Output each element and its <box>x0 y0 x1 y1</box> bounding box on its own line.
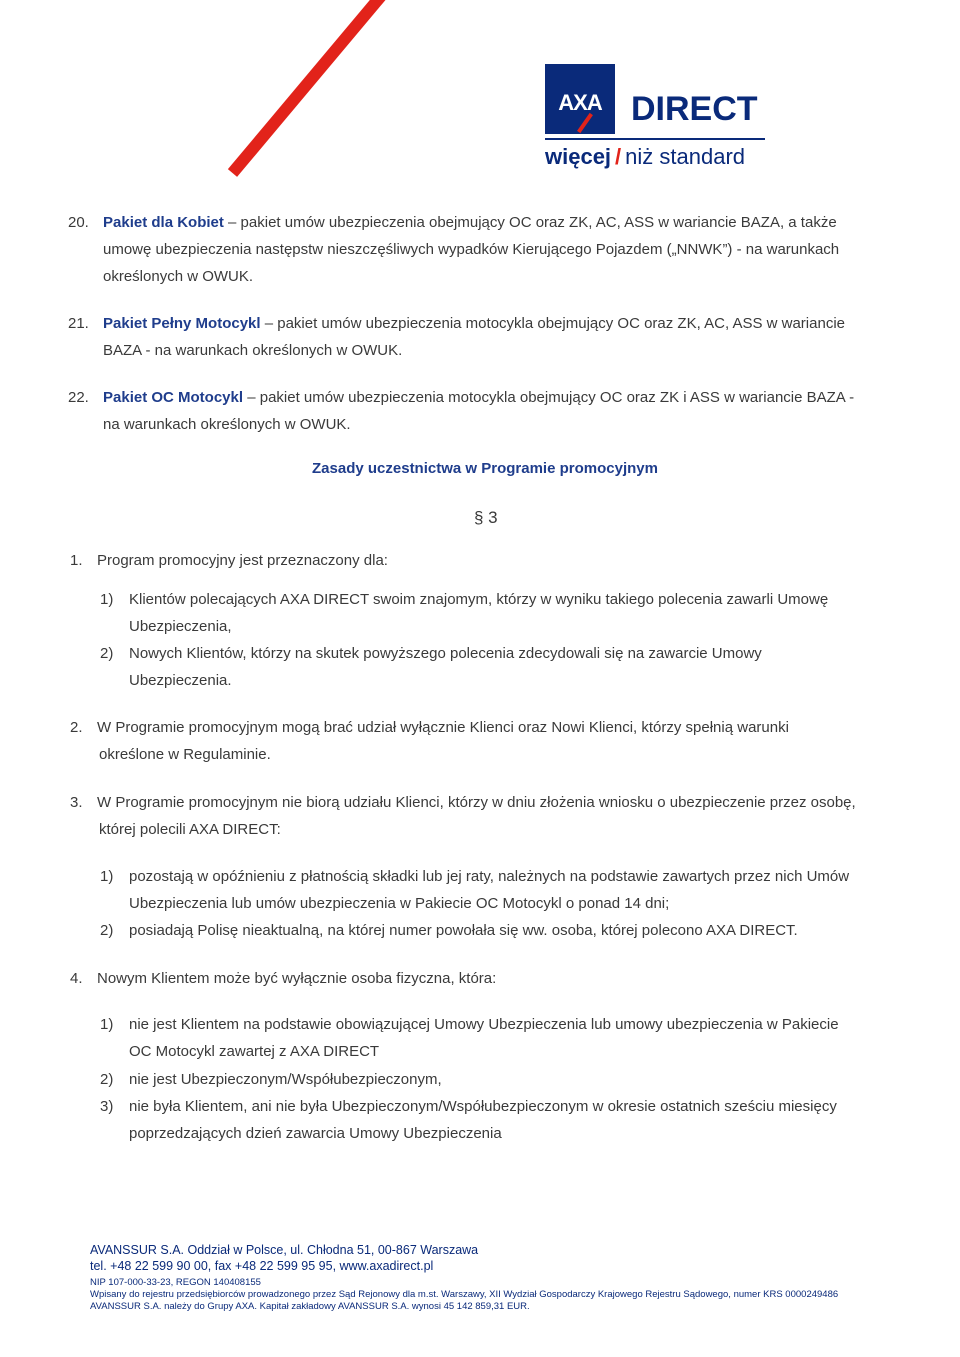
point-2 <box>97 714 789 768</box>
footer-address: AVANSSUR S.A. Oddział w Polsce, ul. Chłodna 51, 00-867 Warszawa <box>90 1243 479 1257</box>
item-22-number: 22. <box>68 389 89 406</box>
item-20-line3: określonych w OWUK. <box>103 268 254 285</box>
tagline-slash: / <box>615 144 622 169</box>
item-22 <box>103 384 854 438</box>
point-3-sub-1-number: 1) <box>100 868 114 885</box>
point-3-line2: której polecili AXA DIRECT: <box>99 821 281 838</box>
item-22-title: Pakiet OC Motocykl <box>103 389 244 406</box>
point-1-sub-2 <box>129 640 762 694</box>
tagline-rest: niż standard <box>625 144 746 169</box>
point-4-sub-3-number: 3) <box>100 1098 114 1115</box>
point-1-sub-1-line2: Ubezpieczenia, <box>129 618 232 635</box>
logo-tagline <box>545 144 745 170</box>
decorative-red-stripe <box>228 0 404 177</box>
point-1-sub-1 <box>129 586 828 640</box>
point-3-sub-2-number: 2) <box>100 922 114 939</box>
point-4-sub-2-number: 2) <box>100 1071 114 1088</box>
item-22-line1: – pakiet umów ubezpieczenia motocykla obejmujący OC oraz ZK i ASS w wariancie BAZA - <box>243 389 855 406</box>
point-4-sub-3 <box>129 1093 837 1147</box>
logo-underline <box>545 138 765 140</box>
axa-direct-logo <box>545 64 767 174</box>
point-2-number: 2. <box>70 719 83 736</box>
point-4-sub-2-line1: nie jest Ubezpieczonym/Współubezpieczonym, <box>129 1071 442 1088</box>
point-4-number: 4. <box>70 970 83 987</box>
footer-contact: tel. +48 22 599 90 00, fax +48 22 599 95 95, www.axadirect.pl <box>90 1259 434 1273</box>
item-20-line2: umowę ubezpieczenia następstw nieszczęśliwych wypadków Kierującego Pojazdem („NNWK”) - na warunkach <box>103 241 840 258</box>
point-1-sub-2-number: 2) <box>100 645 114 662</box>
point-1-sub-1-line1: Klientów polecających AXA DIRECT swoim znajomym, którzy w wyniku takiego polecenia zawarli Umowę <box>129 591 829 608</box>
point-4-text: Nowym Klientem może być wyłącznie osoba fizyczna, która: <box>97 970 497 987</box>
axa-logo-box <box>545 64 615 134</box>
item-21-title: Pakiet Pełny Motocykl <box>103 315 261 332</box>
point-3-sub-1-line2: Ubezpieczenia lub umów ubezpieczenia w Pakiecie OC Motocykl o ponad 14 dni; <box>129 895 670 912</box>
logo-direct-word: DIRECT <box>631 90 758 128</box>
point-4-sub-1-number: 1) <box>100 1016 114 1033</box>
point-1-sub-1-number: 1) <box>100 591 114 608</box>
point-4-sub-1-line2: OC Motocykl zawartej z AXA DIRECT <box>129 1043 380 1060</box>
item-20-number: 20. <box>68 214 89 231</box>
footer-capital: AVANSSUR S.A. należy do Grupy AXA. Kapitał zakładowy AVANSSUR S.A. wynosi 45 142 859,31 EUR. <box>90 1301 530 1312</box>
point-1-number: 1. <box>70 552 83 569</box>
footer-nip-regon: NIP 107-000-33-23, REGON 140408155 <box>90 1277 261 1288</box>
point-4-sub-3-line2: poprzedzających dzień zawarcia Umowy Ubezpieczenia <box>129 1125 502 1142</box>
item-22-line2: na warunkach określonych w OWUK. <box>103 416 351 433</box>
point-2-line2: określone w Regulaminie. <box>99 746 271 763</box>
axa-logo-text: AXA <box>558 90 602 115</box>
point-3-sub-1 <box>129 863 849 917</box>
point-1-text: Program promocyjny jest przeznaczony dla: <box>97 552 388 569</box>
point-1-sub-2-line2: Ubezpieczenia. <box>129 672 232 689</box>
item-21-line1: – pakiet umów ubezpieczenia motocykla obejmujący OC oraz ZK, AC, ASS w wariancie <box>260 315 845 332</box>
item-20-title: Pakiet dla Kobiet <box>103 214 224 231</box>
section-number: § 3 <box>474 508 498 527</box>
item-21-number: 21. <box>68 315 89 332</box>
point-3-sub-1-line1: pozostają w opóźnieniu z płatnością składki lub jej raty, należnych na podstawie zawartych przez nich Umów <box>129 868 850 885</box>
item-21-line2: BAZA - na warunkach określonych w OWUK. <box>103 342 403 359</box>
item-20-line1: – pakiet umów ubezpieczenia obejmujący OC oraz ZK, AC, ASS w wariancie BAZA, a także <box>223 214 837 231</box>
point-3-number: 3. <box>70 794 83 811</box>
point-2-line1: W Programie promocyjnym mogą brać udział wyłącznie Klienci oraz Nowi Klienci, którzy spełnią warunki <box>97 719 789 736</box>
point-4-sub-1-line1: nie jest Klientem na podstawie obowiązującej Umowy Ubezpieczenia lub umowy ubezpieczenia w Pakiecie <box>129 1016 839 1033</box>
point-3-sub-2-line1: posiadają Polisę nieaktualną, na której numer powołała się ww. osoba, której polecono AXA DIRECT. <box>129 922 798 939</box>
section-heading: Zasady uczestnictwa w Programie promocyjnym <box>312 460 658 477</box>
footer-registry: Wpisany do rejestru przedsiębiorców prowadzonego przez Sąd Rejonowy dla m.st. Warszawy, XII Wydział Gospodarczy Krajowego Rejestru Sądowego, numer KRS 0000249486 <box>90 1289 839 1300</box>
point-4-sub-1 <box>129 1011 839 1065</box>
tagline-strong: więcej <box>545 144 612 169</box>
point-1-sub-2-line1: Nowych Klientów, którzy na skutek powyższego polecenia zdecydowali się na zawarcie Umowy <box>129 645 762 662</box>
item-21 <box>103 310 845 364</box>
point-4-sub-3-line1: nie była Klientem, ani nie była Ubezpieczonym/Współubezpieczonym w okresie ostatnich sześciu miesięcy <box>129 1098 837 1115</box>
point-3 <box>97 789 856 843</box>
item-20 <box>103 209 839 290</box>
point-3-line1: W Programie promocyjnym nie biorą udziału Klienci, którzy w dniu złożenia wniosku o ubezpieczenie przez osobę, <box>97 794 856 811</box>
